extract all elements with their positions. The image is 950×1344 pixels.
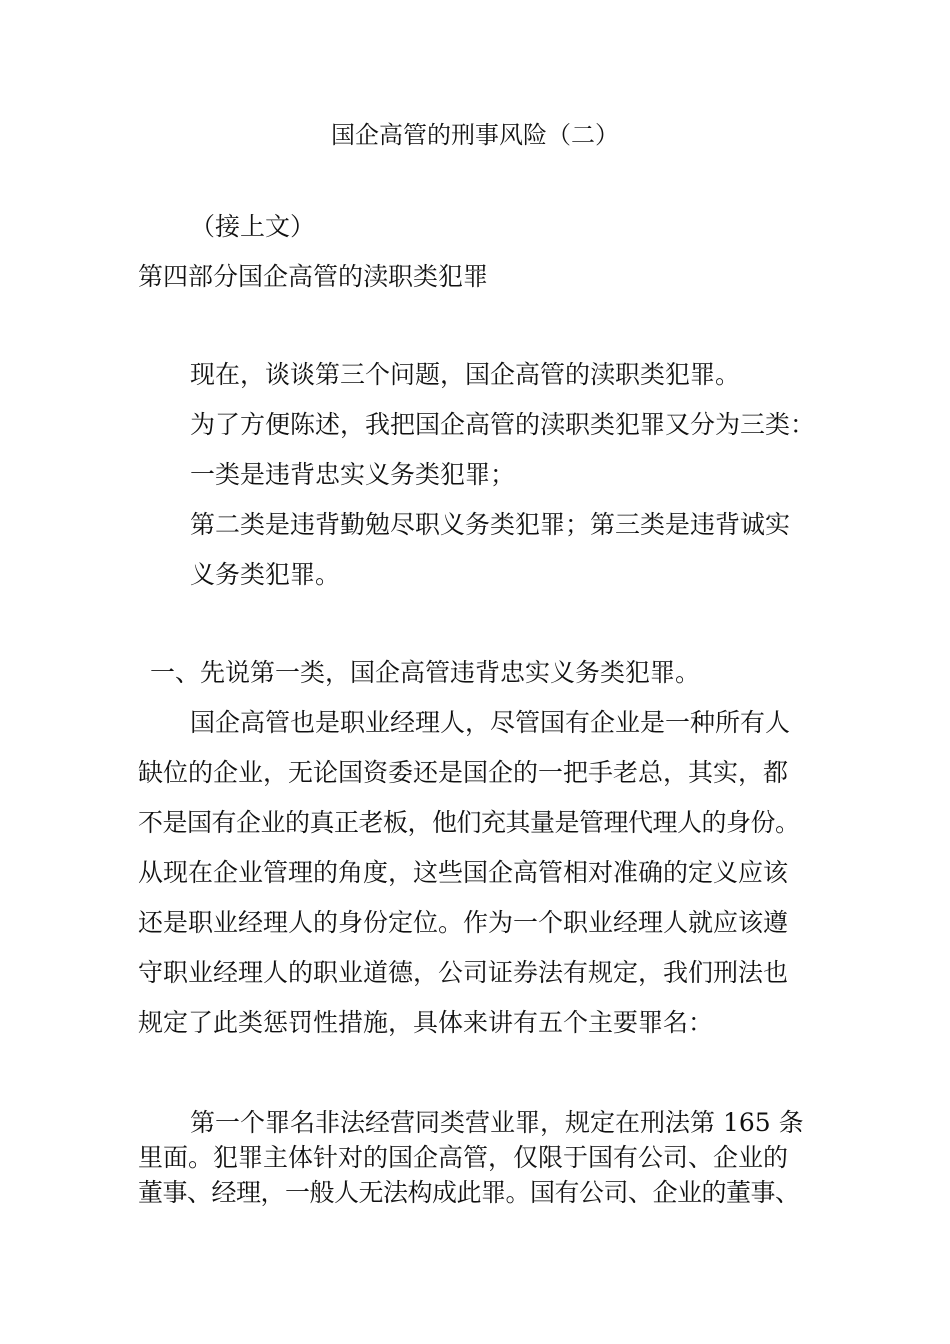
paragraph-line: 缺位的企业，无论国资委还是国企的一把手老总，其实，都 bbox=[138, 758, 789, 787]
intro-line: 一类是违背忠实义务类犯罪； bbox=[190, 460, 516, 489]
paragraph-line: 还是职业经理人的身份定位。作为一个职业经理人就应该遵 bbox=[138, 908, 789, 937]
paragraph-line: 守职业经理人的职业道德，公司证券法有规定，我们刑法也 bbox=[138, 958, 789, 987]
part-heading: 第四部分国企高管的渎职类犯罪 bbox=[138, 262, 489, 291]
paragraph-line: 规定了此类惩罚性措施，具体来讲有五个主要罪名： bbox=[138, 1008, 714, 1037]
paragraph-line: 不是国有企业的真正老板，他们充其量是管理代理人的身份。 bbox=[138, 808, 800, 837]
intro-line: 第二类是违背勤勉尽职义务类犯罪；第三类是违背诚实 bbox=[190, 510, 791, 539]
paragraph-line: 里面。犯罪主体针对的国企高管，仅限于国有公司、企业的 bbox=[138, 1143, 789, 1172]
intro-line: 义务类犯罪。 bbox=[190, 560, 341, 589]
intro-line: 为了方便陈述，我把国企高管的渎职类犯罪又分为三类： bbox=[190, 410, 816, 439]
paragraph-line: 国企高管也是职业经理人，尽管国有企业是一种所有人 bbox=[190, 708, 791, 737]
section-heading: 一、先说第一类，国企高管违背忠实义务类犯罪。 bbox=[150, 658, 701, 687]
intro-line: 现在，谈谈第三个问题，国企高管的渎职类犯罪。 bbox=[190, 360, 741, 389]
paragraph-line: 第一个罪名非法经营同类营业罪，规定在刑法第 165 条 bbox=[190, 1108, 804, 1137]
paragraph-line: 从现在企业管理的角度，这些国企高管相对准确的定义应该 bbox=[138, 858, 789, 887]
paragraph-line: 董事、经理，一般人无法构成此罪。国有公司、企业的董事、 bbox=[138, 1178, 800, 1207]
document-title: 国企高管的刑事风险（二） bbox=[331, 121, 619, 149]
continued-note: （接上文） bbox=[190, 212, 316, 241]
